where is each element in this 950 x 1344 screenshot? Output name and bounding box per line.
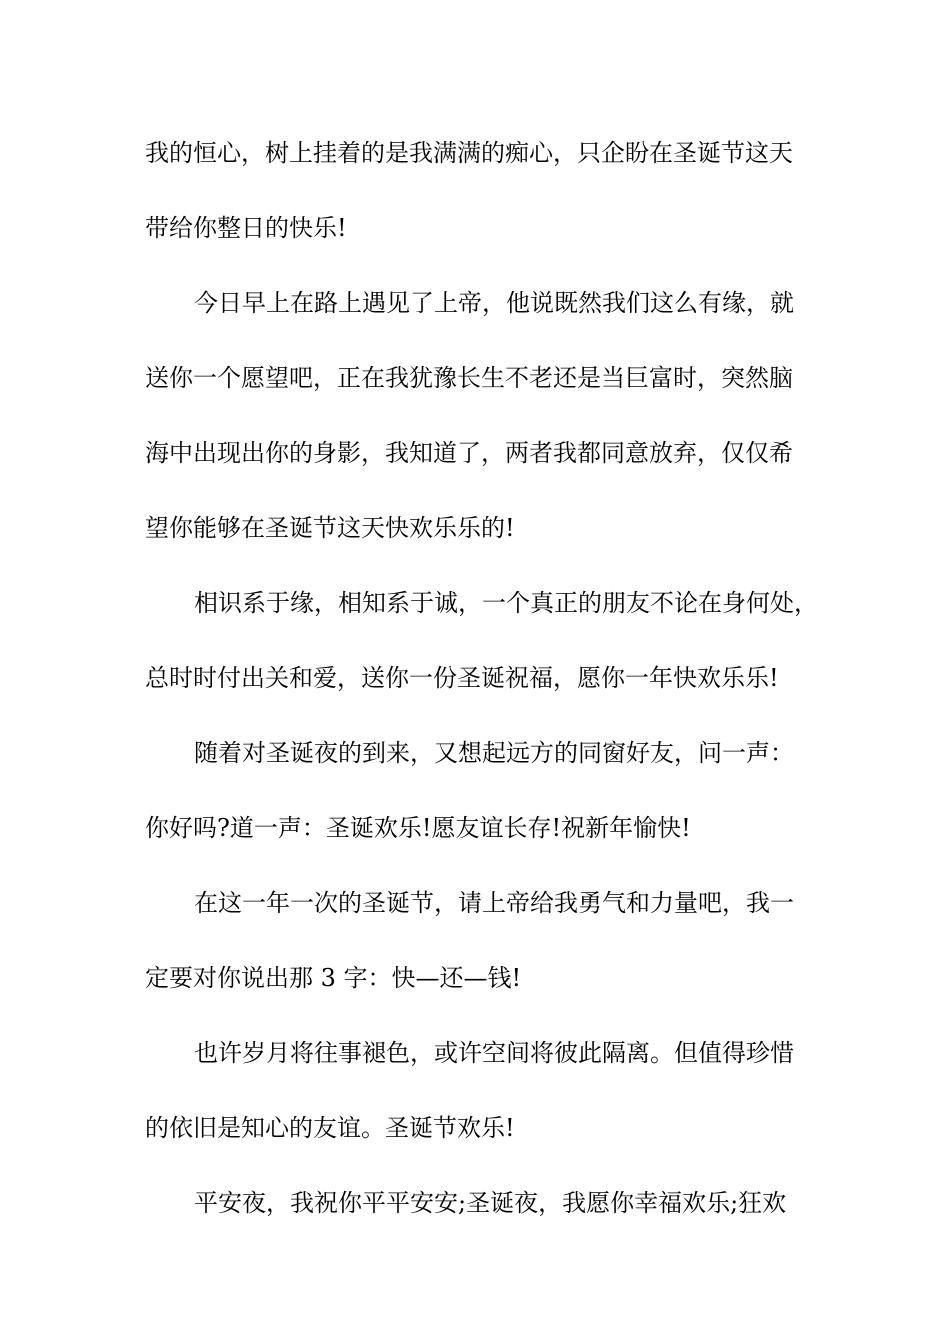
text-line: 送你一个愿望吧，正在我犹豫长生不老还是当巨富时，突然脑 xyxy=(145,364,793,392)
text-line: 随着对圣诞夜的到来，又想起远方的同窗好友，问一声： xyxy=(194,739,794,767)
text-line: 海中出现出你的身影，我知道了，两者我都同意放弃，仅仅希 xyxy=(145,439,793,467)
text-line: 相识系于缘，相知系于诚，一个真正的朋友不论在身何处， xyxy=(194,589,818,617)
text-line: 今日早上在路上遇见了上帝，他说既然我们这么有缘，就 xyxy=(194,289,794,317)
text-line: 平安夜，我祝你平平安安;圣诞夜，我愿你幸福欢乐;狂欢 xyxy=(194,1189,787,1217)
text-line: 定要对你说出那 3 字：快—还—钱! xyxy=(145,964,522,992)
text-line: 总时时付出关和爱，送你一份圣诞祝福，愿你一年快欢乐乐! xyxy=(145,664,779,692)
text-line: 我的恒心，树上挂着的是我满满的痴心，只企盼在圣诞节这天 xyxy=(145,139,793,167)
text-line: 带给你整日的快乐! xyxy=(145,214,347,242)
text-line: 你好吗?道一声：圣诞欢乐!愿友谊长存!祝新年愉快! xyxy=(145,814,691,842)
text-line: 也许岁月将往事褪色，或许空间将彼此隔离。但值得珍惜 xyxy=(194,1039,794,1067)
text-line: 望你能够在圣诞节这天快欢乐乐的! xyxy=(145,514,515,542)
text-line: 在这一年一次的圣诞节，请上帝给我勇气和力量吧，我一 xyxy=(194,889,794,917)
text-line: 的依旧是知心的友谊。圣诞节欢乐! xyxy=(145,1114,515,1142)
